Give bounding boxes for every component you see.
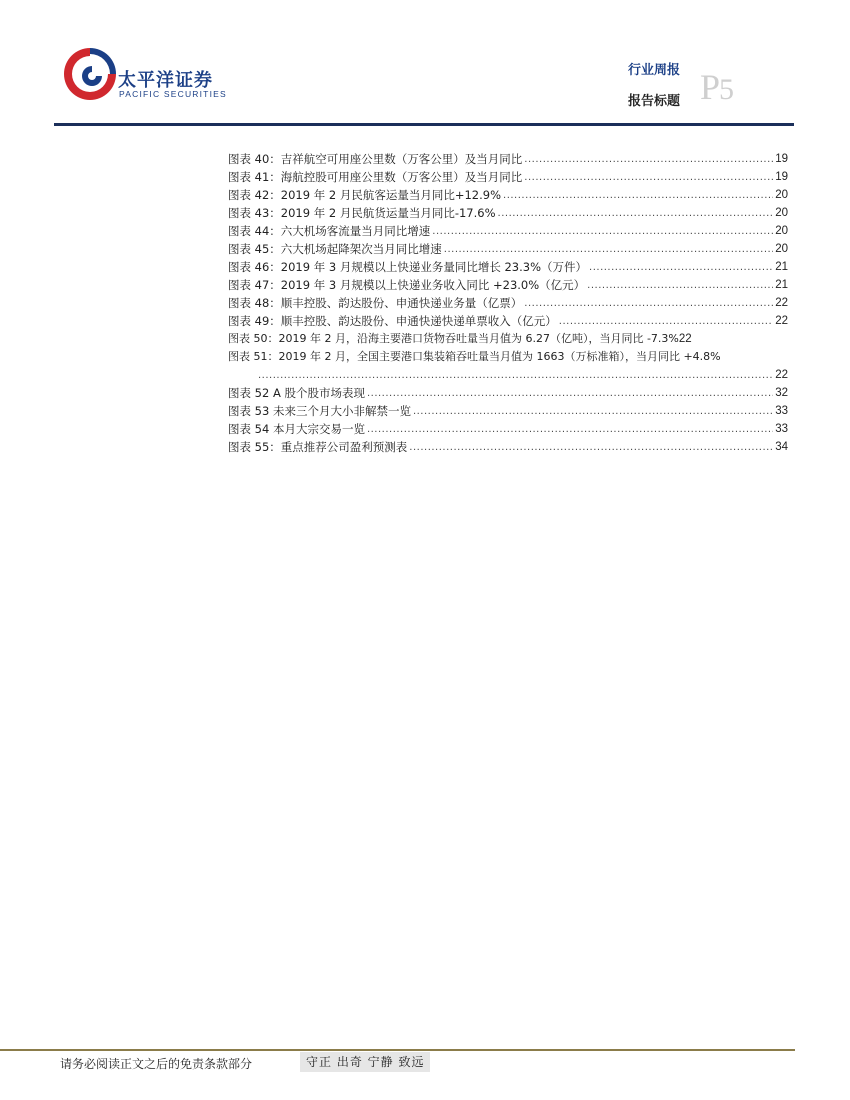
toc-entry[interactable]	[228, 240, 788, 258]
toc-entry-page: 20	[775, 243, 788, 255]
toc-entry[interactable]	[228, 384, 788, 402]
report-category: 行业周报	[628, 63, 681, 78]
toc-entry-label: 图表 53 未来三个月大小非解禁一览	[228, 404, 411, 418]
toc-entry-page: 20	[775, 207, 788, 219]
toc-entry-label: 图表 47：2019 年 3 月规模以上快递业务收入同比 +23.0%（亿元）	[228, 278, 586, 292]
brand-name-en: PACIFIC SECURITIES	[119, 89, 227, 99]
toc-leader	[444, 242, 773, 258]
footer-disclaimer: 请务必阅读正文之后的免责条款部分	[60, 1057, 253, 1071]
toc-leader	[498, 206, 774, 222]
toc-leader	[587, 278, 773, 294]
toc-leader	[413, 404, 773, 420]
toc-leader	[432, 224, 773, 240]
toc-entry-page: 19	[775, 171, 788, 183]
toc-entry-page: 21	[775, 261, 788, 273]
toc-entry-label: 图表 41：海航控股可用座公里数（万客公里）及当月同比	[228, 170, 523, 184]
toc-entry[interactable]	[228, 150, 788, 168]
toc-entry-continued[interactable]	[228, 366, 788, 384]
toc-leader	[524, 296, 773, 312]
toc-entry-label: 图表 48：顺丰控股、韵达股份、申通快递业务量（亿票）	[228, 296, 523, 310]
header-divider	[54, 123, 794, 126]
toc-entry[interactable]	[228, 420, 788, 438]
toc-entry[interactable]	[228, 312, 788, 330]
toc-entry[interactable]	[228, 330, 788, 348]
toc-entry[interactable]	[228, 204, 788, 222]
toc-leader	[524, 170, 773, 186]
page-prefix: P	[700, 67, 720, 107]
toc-entry-page: 22	[775, 297, 788, 309]
toc-entry-page: 19	[775, 153, 788, 165]
toc-entry[interactable]	[228, 168, 788, 186]
brand-name-cn: 太平洋证券	[118, 70, 213, 91]
toc-entry[interactable]	[228, 438, 788, 456]
toc-leader	[409, 440, 773, 456]
toc-entry-label: 图表 44：六大机场客流量当月同比增速	[228, 224, 431, 238]
toc-entry-label: 图表 42：2019 年 2 月民航客运量当月同比+12.9%	[228, 188, 502, 202]
pacific-securities-logo	[60, 44, 120, 104]
toc-entry-page: 34	[775, 441, 788, 453]
toc-leader	[524, 152, 773, 168]
toc-leader	[367, 422, 773, 438]
toc-leader	[258, 368, 773, 384]
toc-entry[interactable]	[228, 402, 788, 420]
toc-entry-label: 图表 40：吉祥航空可用座公里数（万客公里）及当月同比	[228, 152, 523, 166]
toc-entry[interactable]	[228, 258, 788, 276]
toc-leader	[503, 188, 773, 204]
toc-entry-page: 32	[775, 387, 788, 399]
toc-entry-label: 图表 49：顺丰控股、韵达股份、申通快递快递单票收入（亿元）	[228, 314, 557, 328]
toc-entry-page: 22	[775, 315, 788, 327]
toc-entry-page: 22	[678, 333, 692, 345]
figure-list	[228, 150, 788, 456]
toc-entry-label: 图表 54 本月大宗交易一览	[228, 422, 365, 436]
toc-entry-label: 图表 52 A 股个股市场表现	[228, 386, 365, 400]
toc-entry[interactable]	[228, 276, 788, 294]
toc-entry-label: 图表 43：2019 年 2 月民航货运量当月同比-17.6%	[228, 206, 496, 220]
footer-divider	[0, 1049, 795, 1051]
toc-leader	[589, 260, 773, 276]
toc-entry-label: 图表 45：六大机场起降架次当月同比增速	[228, 242, 442, 256]
toc-entry-page: 20	[775, 225, 788, 237]
page-indicator	[700, 66, 733, 108]
report-title: 报告标题	[628, 94, 681, 109]
toc-entry-label: 图表 50：2019 年 2 月，沿海主要港口货物吞吐量当月值为 6.27（亿吨），当月同比 -7.3%	[228, 332, 679, 345]
toc-entry-label: 图表 46：2019 年 3 月规模以上快递业务量同比增长 23.3%（万件）	[228, 260, 588, 274]
toc-entry[interactable]	[228, 348, 788, 366]
toc-entry-page: 20	[775, 189, 788, 201]
toc-entry[interactable]	[228, 294, 788, 312]
page-number: 5	[719, 73, 734, 106]
toc-entry-page: 33	[775, 423, 788, 435]
footer-motto: 守正 出奇 宁静 致远	[300, 1052, 430, 1072]
toc-entry[interactable]	[228, 222, 788, 240]
toc-leader	[367, 386, 773, 402]
toc-leader	[559, 314, 773, 330]
toc-entry[interactable]	[228, 186, 788, 204]
toc-entry-label: 图表 55：重点推荐公司盈利预测表	[228, 440, 408, 454]
toc-entry-page: 22	[775, 369, 788, 381]
toc-entry-label: 图表 51：2019 年 2 月，全国主要港口集装箱吞吐量当月值为 1663（万标准箱），当月同比 +4.8%	[228, 350, 721, 363]
toc-entry-page: 21	[775, 279, 788, 291]
toc-entry-page: 33	[775, 405, 788, 417]
